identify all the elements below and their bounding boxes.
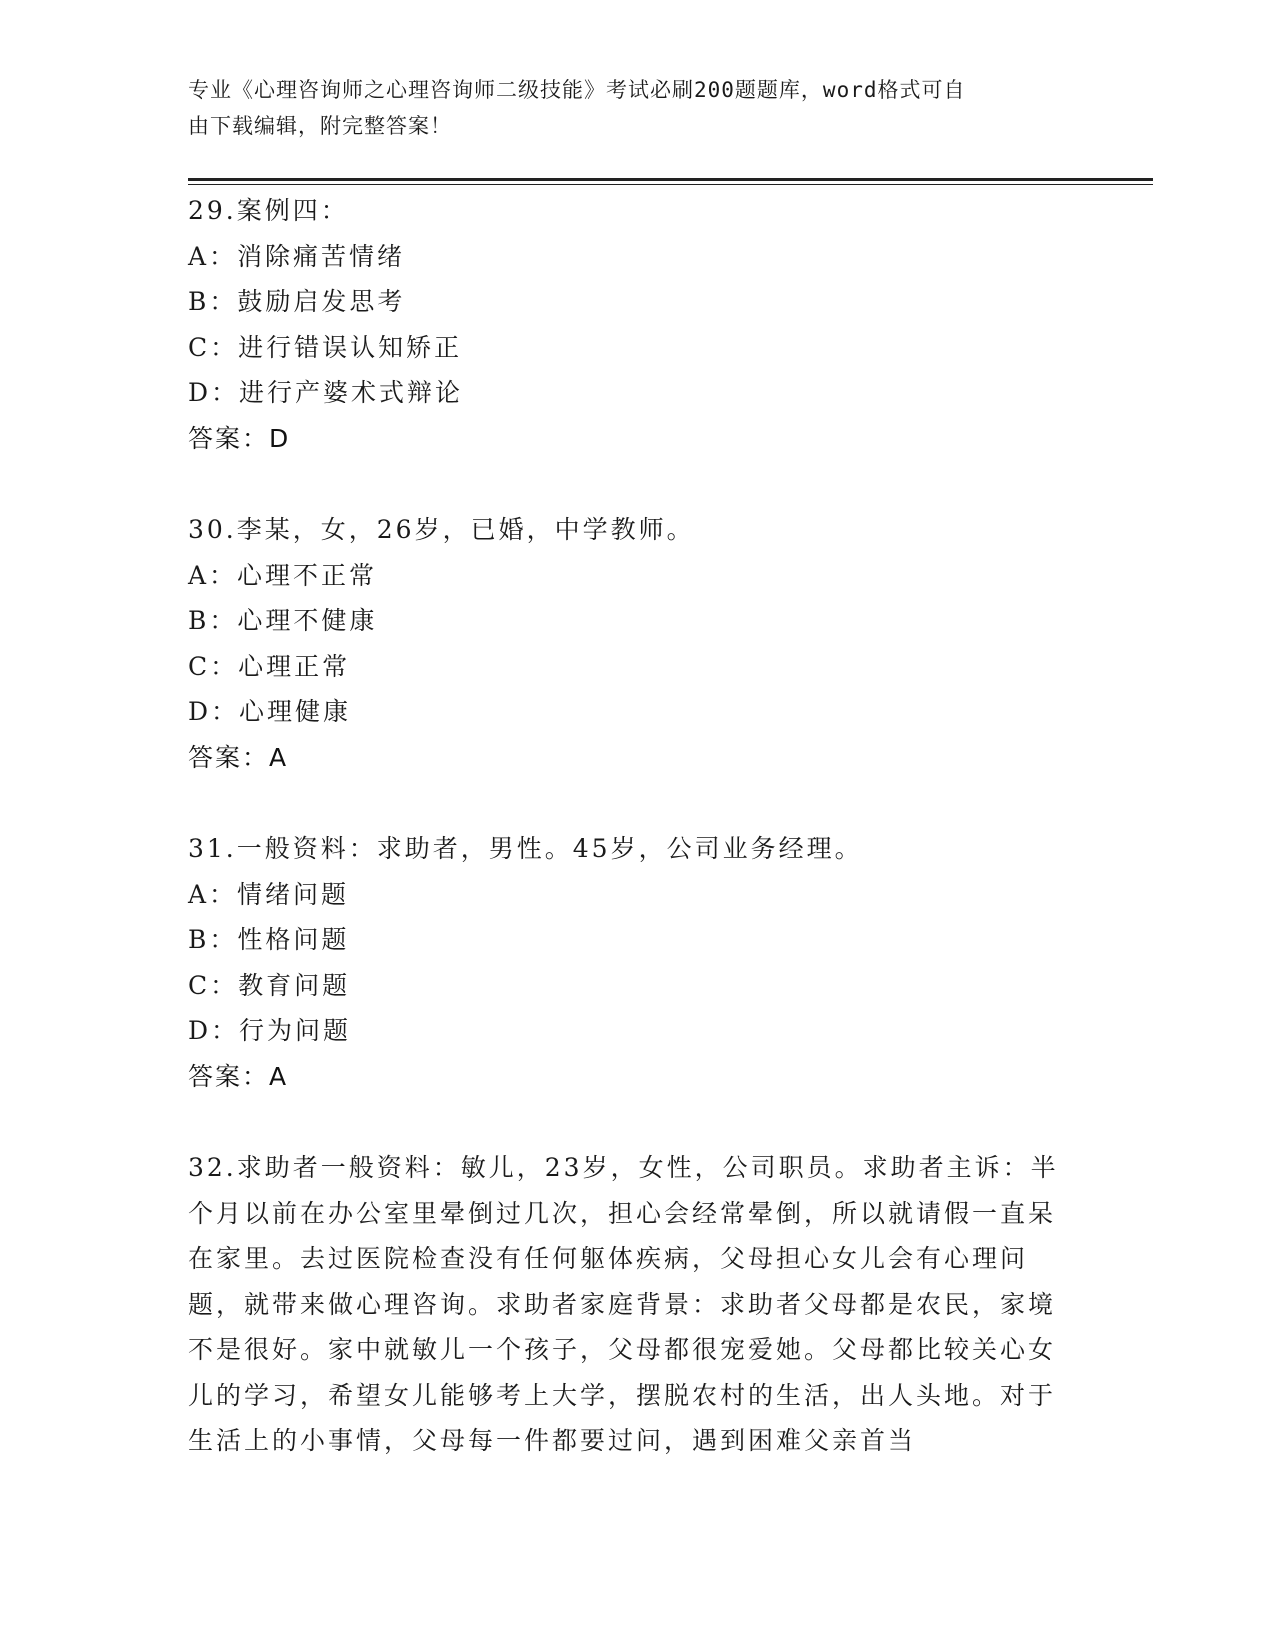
header-line-2: 由下载编辑，附完整答案！ (188, 114, 452, 138)
header-divider-thick (188, 178, 1153, 181)
option-d: D：进行产婆术式辩论 (188, 378, 464, 407)
option-b: B：性格问题 (188, 925, 350, 954)
header-line-1: 专业《心理咨询师之心理咨询师二级技能》考试必刷200题题库，word格式可自 (188, 78, 966, 102)
document-header (188, 72, 1068, 144)
option-a: A：消除痛苦情绪 (188, 241, 406, 271)
question-stem: 30.李某，女，26岁，已婚，中学教师。 (188, 515, 695, 544)
question-31 (188, 826, 1088, 1099)
option-b: B：鼓励启发思考 (188, 287, 406, 316)
answer-label: 答案：A (188, 1061, 289, 1091)
option-c: C：心理正常 (188, 651, 351, 681)
answer-label: 答案：A (188, 742, 289, 772)
question-30 (188, 507, 1088, 780)
option-a: A：心理不正常 (188, 560, 378, 590)
question-stem: 31.一般资料：求助者，男性。45岁，公司业务经理。 (188, 834, 863, 863)
question-stem: 32.求助者一般资料：敏儿，23岁，女性，公司职员。求助者主诉：半个月以前在办公室里晕倒过几次，担心会经常晕倒，所以就请假一直呆在家里。去过医院检查没有任何躯体疾病，父母担心女儿会有心理问题，就带来做心理咨询。求助者家庭背景：求助者父母都是农民，家境不是很好。家中就敏儿一个孩子，父母都很宠爱她。父母都比较关心女儿的学习，希望女儿能够考上大学，摆脱农村的生活，出人头地。对于生活上的小事情，父母每一件都要过问，遇到困难父亲首当 (188, 1153, 1059, 1455)
option-a: A：情绪问题 (188, 879, 350, 909)
question-list (188, 188, 1088, 1464)
question-29 (188, 188, 1088, 461)
option-c: C：进行错误认知矫正 (188, 332, 463, 362)
option-d: D：行为问题 (188, 1016, 352, 1045)
question-32 (188, 1145, 1088, 1464)
option-d: D：心理健康 (188, 697, 352, 726)
question-stem: 29.案例四： (188, 196, 349, 225)
option-b: B：心理不健康 (188, 606, 378, 635)
header-divider-thin (188, 184, 1153, 185)
option-c: C：教育问题 (188, 970, 351, 1000)
answer-label: 答案：D (188, 423, 291, 453)
